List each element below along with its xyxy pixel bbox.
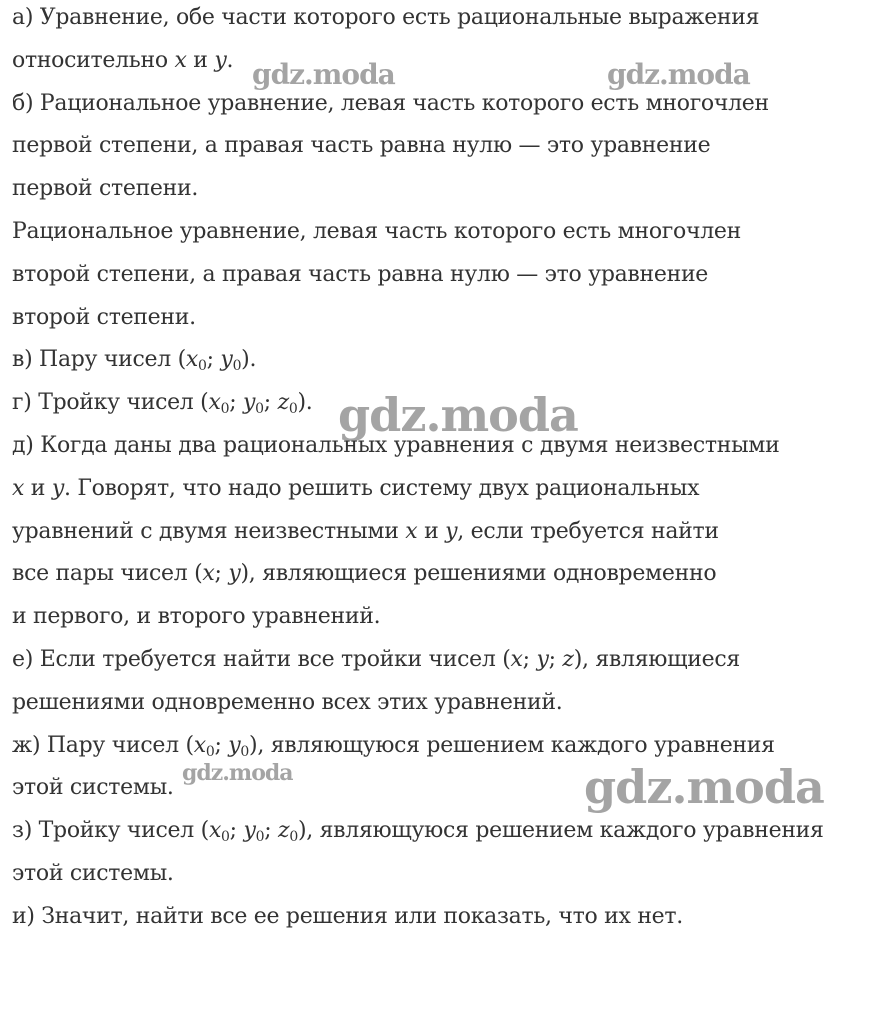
text-line: относительно x и y. (12, 47, 234, 73)
text-line: б) Рациональное уравнение, левая часть которого есть многочлен (12, 90, 769, 116)
text-line: этой системы. (12, 775, 174, 801)
text-line: д) Когда даны два рациональных уравнения с двумя неизвестными (12, 433, 780, 458)
text-line: первой степени, а правая часть равна нулю — это уравнение (12, 133, 711, 159)
watermark: gdz.moda (607, 58, 750, 91)
text-line: и первого, и второго уравнений. (12, 604, 381, 630)
text-line: з) Тройку чисел ($x_0$; $y_0$; $z_0$), являющуюся решением каждого уравнения (12, 818, 824, 846)
text-line: Рациональное уравнение, левая часть которого есть многочлен (12, 219, 741, 244)
text-line: в) Пару чисел ($x_0$; $y_0$). (12, 347, 257, 375)
text-line: второй степени, а правая часть равна нулю — это уравнение (12, 261, 709, 287)
text-line: и) Значит, найти все ее решения или показать, что их нет. (12, 903, 683, 929)
text-line: первой степени. (12, 176, 199, 202)
text-line: этой системы. (12, 861, 174, 886)
text-line: x и y. Говорят, что надо решить систему двух рациональных (12, 475, 700, 501)
watermark: gdz.moda (252, 58, 395, 91)
text-line: уравнений с двумя неизвестными x и y, если требуется найти (12, 518, 719, 544)
text-line: второй степени. (12, 304, 196, 330)
text-line: все пары чисел (x; y), являющиеся решениями одновременно (12, 561, 717, 587)
text-line: г) Тройку чисел ($x_0$; $y_0$; $z_0$). (12, 390, 313, 418)
text-line: ж) Пару чисел ($x_0$; $y_0$), являющуюся решением каждого уравнения (12, 732, 775, 760)
watermark: gdz.moda (182, 760, 293, 786)
text-line: решениями одновременно всех этих уравнений. (12, 689, 563, 715)
watermark: gdz.moda (338, 388, 578, 442)
text-line: е) Если требуется найти все тройки чисел (x; y; z), являющиеся (12, 647, 740, 672)
text-line: а) Уравнение, обе части которого есть рациональные выражения (12, 5, 760, 30)
watermark: gdz.moda (584, 760, 824, 814)
